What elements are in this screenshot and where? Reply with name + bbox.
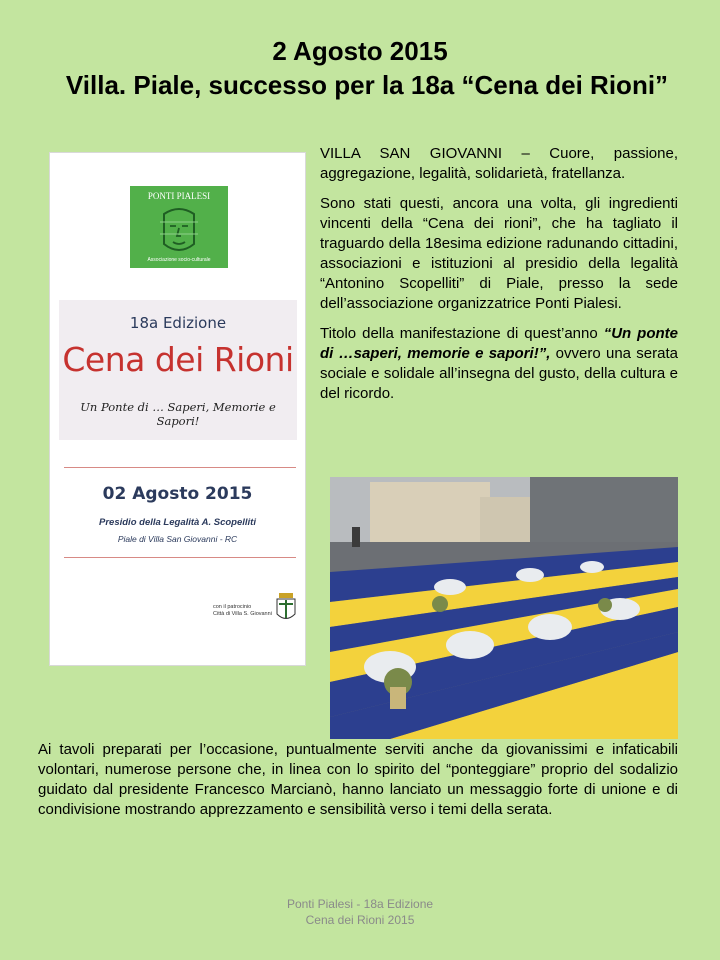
page-footer bbox=[0, 896, 720, 928]
article-bottom-paragraph: Ai tavoli preparati per l’occasione, puntualmente serviti anche da giovanissimi e infaticabili volontari, numerose persone che, in linea con lo spirito del “ponteggiare” proprio del sodalizio guidato dal presidente Francesco Marcianò, hanno lanciato un messaggio forte di unione e di condivisione mostrando apprezzamento e sensibilità verso i temi della serata. bbox=[38, 741, 678, 818]
flyer-divider-bottom bbox=[64, 557, 296, 558]
city-crest-icon bbox=[275, 592, 297, 624]
p3-rest: ovvero una serata sociale e solidale all’insegna del gusto, della cultura e del ricordo. bbox=[320, 345, 678, 402]
flyer-patrocinio bbox=[213, 604, 273, 618]
face-icon bbox=[154, 204, 204, 256]
flyer-event-name: Cena dei Rioni bbox=[62, 340, 294, 379]
logo-name: PONTI PIALESI bbox=[147, 191, 211, 201]
flyer-date: 02 Agosto 2015 bbox=[102, 484, 253, 504]
flyer-motto: Un Ponte di … Saperi, Memorie e Sapori! bbox=[80, 400, 276, 428]
ponti-pialesi-logo bbox=[130, 186, 228, 268]
article-paragraph-3 bbox=[320, 324, 678, 404]
flyer-venue: Presidio della Legalità A. Scopelliti bbox=[99, 517, 256, 528]
flyer-edition: 18a Edizione bbox=[129, 314, 227, 332]
footer-line-1: Ponti Pialesi - 18a Edizione bbox=[286, 897, 434, 911]
flyer-divider-top bbox=[64, 467, 296, 468]
p3-intro: Titolo della manifestazione di quest’anno bbox=[320, 325, 604, 342]
article-paragraph-2: Sono stati questi, ancora una volta, gli ingredienti vincenti della “Cena dei rioni”, che ha tagliato il traguardo della 18esima edizione radunando cittadini, associazioni e istituzioni al presidio della legalità “Antonino Scopelliti” di Piale, presso la sede dell’associazione organizzatrice Ponti Pialesi. bbox=[320, 195, 678, 312]
title-date: 2 Agosto 2015 bbox=[272, 36, 448, 66]
event-flyer bbox=[49, 152, 306, 666]
dinner-tables-illustration bbox=[330, 477, 678, 739]
page-title bbox=[0, 34, 720, 102]
flyer-place: Piale di Villa San Giovanni - RC bbox=[117, 534, 238, 544]
footer-line-2: Cena dei Rioni 2015 bbox=[305, 913, 415, 927]
patrocinio-text: con il patrocinio Città di Villa S. Giovanni bbox=[213, 604, 272, 617]
article-paragraph-1: VILLA SAN GIOVANNI – Cuore, passione, aggregazione, legalità, solidarietà, fratellanza. bbox=[320, 145, 678, 182]
article-right-column bbox=[320, 144, 678, 414]
event-photo bbox=[330, 477, 678, 739]
p3-motto: “Un ponte di …saperi, memorie e sapori!”, bbox=[320, 325, 678, 362]
flyer-title-box bbox=[59, 300, 297, 440]
title-headline: Villa. Piale, successo per la 18a “Cena dei Rioni” bbox=[65, 70, 669, 100]
logo-subtitle: Associazione socio-culturale bbox=[147, 257, 211, 263]
